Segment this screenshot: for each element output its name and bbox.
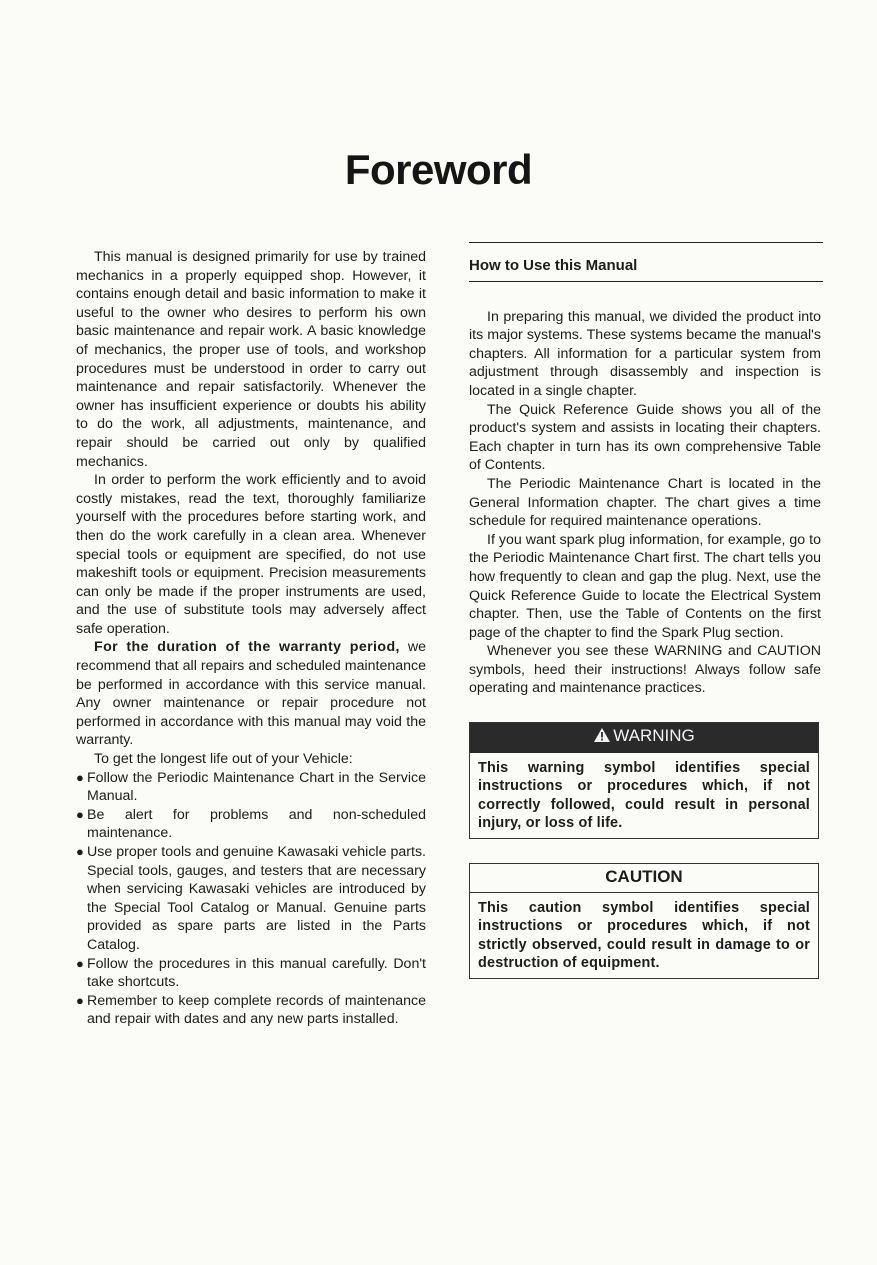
intro-paragraph: This manual is designed primarily for use by trained mechanics in a properly equipped shop. However, it contains enough detail and basic information to make it useful to the owner who desires to perform his own basic maintenance and repair work. A basic knowledge of mechanics, the proper use of tools, and workshop procedures must be understood in order to carry out maintenance and repair satisfactorily. Whenever the owner has insufficient experience or doubts his ability to do the work, all adjustments, maintenance, and repair should be carried out only by qualified mechanics. bbox=[76, 249, 426, 470]
symbols-paragraph: Whenever you see these WARNING and CAUTION symbols, heed their instructions! Always follow safe operating and maintenance practices. bbox=[469, 643, 821, 697]
list-item: ● Remember to keep complete records of maintenance and repair with dates and any new parts installed. bbox=[76, 992, 426, 1028]
efficiency-paragraph: In order to perform the work efficiently and to avoid costly mistakes, read the text, thoroughly familiarize yourself with the procedures before starting work, and then do the work carefully in a clean area. Whenever special tools or equipment are specified, do not use makeshift tools or equipment. Precision measurements can only be made if the proper instruments are used, and the use of substitute tools may adversely affect safe operation. bbox=[76, 472, 426, 637]
section-heading: How to Use this Manual bbox=[469, 242, 823, 282]
warranty-paragraph bbox=[76, 638, 426, 750]
bullet-icon: ● bbox=[76, 992, 84, 1008]
right-column bbox=[469, 242, 821, 979]
longest-life-paragraph: To get the longest life out of your Vehicle: bbox=[94, 751, 353, 768]
systems-paragraph: In preparing this manual, we divided the product into its major systems. These systems became the manual's chapters. All information for a particular system from adjustment through disassembly and inspection is located in a single chapter. bbox=[469, 308, 821, 399]
bullet-icon: ● bbox=[76, 844, 84, 859]
warning-header bbox=[470, 723, 818, 753]
list-item: ● Be alert for problems and non-scheduled maintenance. bbox=[76, 806, 426, 842]
caution-text: This caution symbol identifies special instructions or procedures which, if not strictly observed, could result in damage to or destruction of equipment. bbox=[478, 899, 810, 972]
bullet-icon: ● bbox=[76, 955, 84, 971]
caution-label: CAUTION bbox=[470, 864, 818, 893]
caution-box bbox=[469, 863, 819, 979]
list-item: ● Use proper tools and genuine Kawasaki vehicle parts. Special tools, gauges, and testers that are necessary when servicing Kawasaki vehicles are introduced by the Special Tool Catalog or Manual. Genuine parts provided as spare parts are listed in the Parts Catalog. bbox=[76, 844, 426, 953]
bullet-icon: ● bbox=[76, 769, 84, 785]
maintenance-chart-paragraph: The Periodic Maintenance Chart is located in the General Information chapter. The chart gives a time schedule for required maintenance operations. bbox=[469, 475, 821, 530]
list-item: ● Follow the Periodic Maintenance Chart in the Service Manual. bbox=[76, 769, 426, 805]
warning-box bbox=[469, 722, 819, 839]
warning-triangle-icon bbox=[593, 727, 611, 748]
bullet-icon: ● bbox=[76, 806, 84, 822]
warning-text: This warning symbol identifies special instructions or procedures which, if not correctly followed, could result in personal injury, or loss of life. bbox=[478, 759, 810, 832]
quick-reference-paragraph: The Quick Reference Guide shows you all of the product's system and assists in locating their chapters. Each chapter in turn has its own comprehensive Table of Contents. bbox=[469, 401, 821, 474]
warning-label: WARNING bbox=[613, 726, 695, 746]
page-title: Foreword bbox=[344, 146, 533, 193]
spark-plug-paragraph: If you want spark plug information, for example, go to the Periodic Maintenance Chart first. The chart tells you how frequently to clean and gap the plug. Next, use the Quick Reference Guide to locate the Electrical System chapter. Then, use the Table of Contents on the first page of the chapter to find the Spark Plug section. bbox=[469, 531, 821, 641]
tips-list bbox=[76, 769, 426, 1029]
list-item: ● Follow the procedures in this manual carefully. Don't take shortcuts. bbox=[76, 955, 426, 991]
warranty-emphasis: For the duration of the warranty period, bbox=[94, 639, 400, 656]
warranty-text: we recommend that all repairs and scheduled maintenance be performed in accordance with this service manual. Any owner maintenance or repair procedure not performed in accordance with this manual may void the warranty. bbox=[76, 639, 426, 749]
left-column bbox=[76, 248, 426, 1029]
